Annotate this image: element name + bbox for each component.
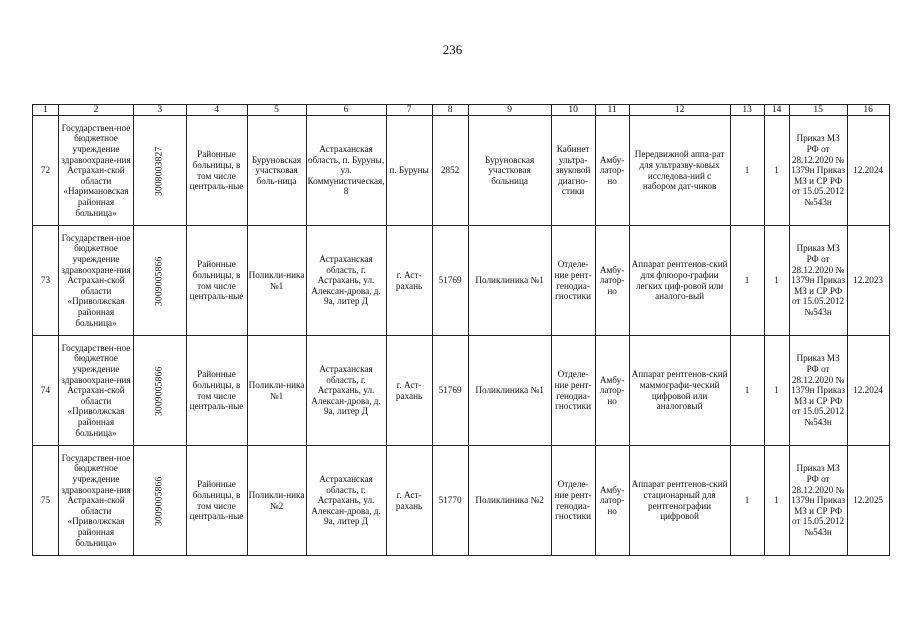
equipment-registry-table [32, 104, 890, 556]
header-cell: 4 [186, 105, 247, 116]
quantity-a: 1 [730, 226, 764, 336]
code-cell [134, 446, 187, 556]
header-cell: 14 [764, 105, 789, 116]
care-mode: Амбу-латор-но [595, 116, 629, 226]
legal-basis: Приказ МЗ РФ от 28.12.2020 № 1379н Приказ МЗ и СР РФ от 15.05.2012 №543н [789, 446, 847, 556]
quantity-a: 1 [730, 336, 764, 446]
institution-name: Государствен-ное бюджетное учреждение здравоохране-ния Астрахан-ской области «Приволжская районная больница» [59, 226, 134, 336]
institution-name: Государствен-ное бюджетное учреждение здравоохране-ния Астрахан-ской области «Приволжская районная больница» [59, 446, 134, 556]
equipment: Передвижной аппа-рат для ультразву-ковых исследова-ний с набором дат-чиков [629, 116, 730, 226]
care-mode: Амбу-латор-но [595, 226, 629, 336]
locality-code: 51770 [432, 446, 468, 556]
subdivision: Буруновская участковая боль-ница [247, 116, 306, 226]
institution-name: Государствен-ное бюджетное учреждение здравоохране-ния Астрахан-ской области «Приволжская районная больница» [59, 336, 134, 446]
address: Астраханская область, г. Астрахань, ул. Алексан-дрова, д. 9а, литер Д [306, 226, 386, 336]
page-number: 236 [442, 42, 463, 57]
code-cell [134, 116, 187, 226]
row-number: 75 [33, 446, 59, 556]
header-cell: 2 [59, 105, 134, 116]
locality-code: 2852 [432, 116, 468, 226]
subdivision: Поликли-ника №2 [247, 446, 306, 556]
due-date: 12.2025 [847, 446, 889, 556]
care-mode: Амбу-латор-но [595, 446, 629, 556]
code-cell [134, 226, 187, 336]
due-date: 12.2024 [847, 116, 889, 226]
column-number-row [33, 105, 890, 116]
header-cell: 9 [468, 105, 551, 116]
header-cell: 10 [551, 105, 595, 116]
care-mode: Амбу-латор-но [595, 336, 629, 446]
subdivision: Поликли-ника №1 [247, 336, 306, 446]
header-cell: 3 [134, 105, 187, 116]
legal-basis: Приказ МЗ РФ от 28.12.2020 № 1379н Приказ МЗ и СР РФ от 15.05.2012 №543н [789, 226, 847, 336]
department: Кабинет ультра-звуковой диагно-стики [551, 116, 595, 226]
locality: г. Аст-рахань [386, 336, 432, 446]
subdivision: Поликли-ника №1 [247, 226, 306, 336]
header-cell: 11 [595, 105, 629, 116]
header-cell: 12 [629, 105, 730, 116]
table-row [33, 226, 890, 336]
header-cell: 13 [730, 105, 764, 116]
quantity-b: 1 [764, 336, 789, 446]
code-text: 3009005866 [154, 366, 165, 416]
code-text: 3009005866 [154, 476, 165, 526]
quantity-b: 1 [764, 226, 789, 336]
legal-basis: Приказ МЗ РФ от 28.12.2020 № 1379н Приказ МЗ и СР РФ от 15.05.2012 №543н [789, 116, 847, 226]
due-date: 12.2024 [847, 336, 889, 446]
equipment: Аппарат рентгенов-ский для флюоро-графии легких циф-ровой или аналого-вый [629, 226, 730, 336]
header-cell: 15 [789, 105, 847, 116]
code-text: 3009005866 [154, 256, 165, 306]
department: Отделе-ние рент-генодиа-гностики [551, 446, 595, 556]
quantity-a: 1 [730, 446, 764, 556]
header-cell: 16 [847, 105, 889, 116]
department: Отделе-ние рент-генодиа-гностики [551, 336, 595, 446]
facility: Поликлиника №2 [468, 446, 551, 556]
table-row [33, 336, 890, 446]
institution-name: Государствен-ное бюджетное учреждение здравоохране-ния Астрахан-ской области «Наримановская районная больница» [59, 116, 134, 226]
locality: г. Аст-рахань [386, 446, 432, 556]
row-number: 72 [33, 116, 59, 226]
address: Астраханская область, п. Буруны, ул. Коммунистическая, 8 [306, 116, 386, 226]
header-cell: 8 [432, 105, 468, 116]
quantity-b: 1 [764, 116, 789, 226]
department: Отделе-ние рент-генодиа-гностики [551, 226, 595, 336]
equipment: Аппарат рентгенов-ский стационарный для рентгенографии цифровой [629, 446, 730, 556]
header-cell: 6 [306, 105, 386, 116]
institution-type: Районные больницы, в том числе централь-ные [186, 116, 247, 226]
row-number: 74 [33, 336, 59, 446]
legal-basis: Приказ МЗ РФ от 28.12.2020 № 1379н Приказ МЗ и СР РФ от 15.05.2012 №543н [789, 336, 847, 446]
address: Астраханская область, г. Астрахань, ул. Алексан-дрова, д. 9а, литер Д [306, 446, 386, 556]
equipment: Аппарат рентгенов-ский маммографи-ческий цифровой или аналоговый [629, 336, 730, 446]
table-row [33, 446, 890, 556]
institution-type: Районные больницы, в том числе централь-ные [186, 226, 247, 336]
facility: Поликлиника №1 [468, 226, 551, 336]
code-text: 3008003827 [154, 146, 165, 196]
row-number: 73 [33, 226, 59, 336]
header-cell: 5 [247, 105, 306, 116]
header-cell: 7 [386, 105, 432, 116]
header-cell: 1 [33, 105, 59, 116]
address: Астраханская область, г. Астрахань, ул. Алексан-дрова, д. 9а, литер Д [306, 336, 386, 446]
locality: г. Аст-рахань [386, 226, 432, 336]
facility: Поликлиника №1 [468, 336, 551, 446]
quantity-b: 1 [764, 446, 789, 556]
locality-code: 51769 [432, 336, 468, 446]
locality-code: 51769 [432, 226, 468, 336]
institution-type: Районные больницы, в том числе централь-ные [186, 446, 247, 556]
quantity-a: 1 [730, 116, 764, 226]
locality: п. Буруны [386, 116, 432, 226]
due-date: 12.2023 [847, 226, 889, 336]
facility: Буруновская участковая больница [468, 116, 551, 226]
table-row [33, 116, 890, 226]
code-cell [134, 336, 187, 446]
institution-type: Районные больницы, в том числе централь-ные [186, 336, 247, 446]
